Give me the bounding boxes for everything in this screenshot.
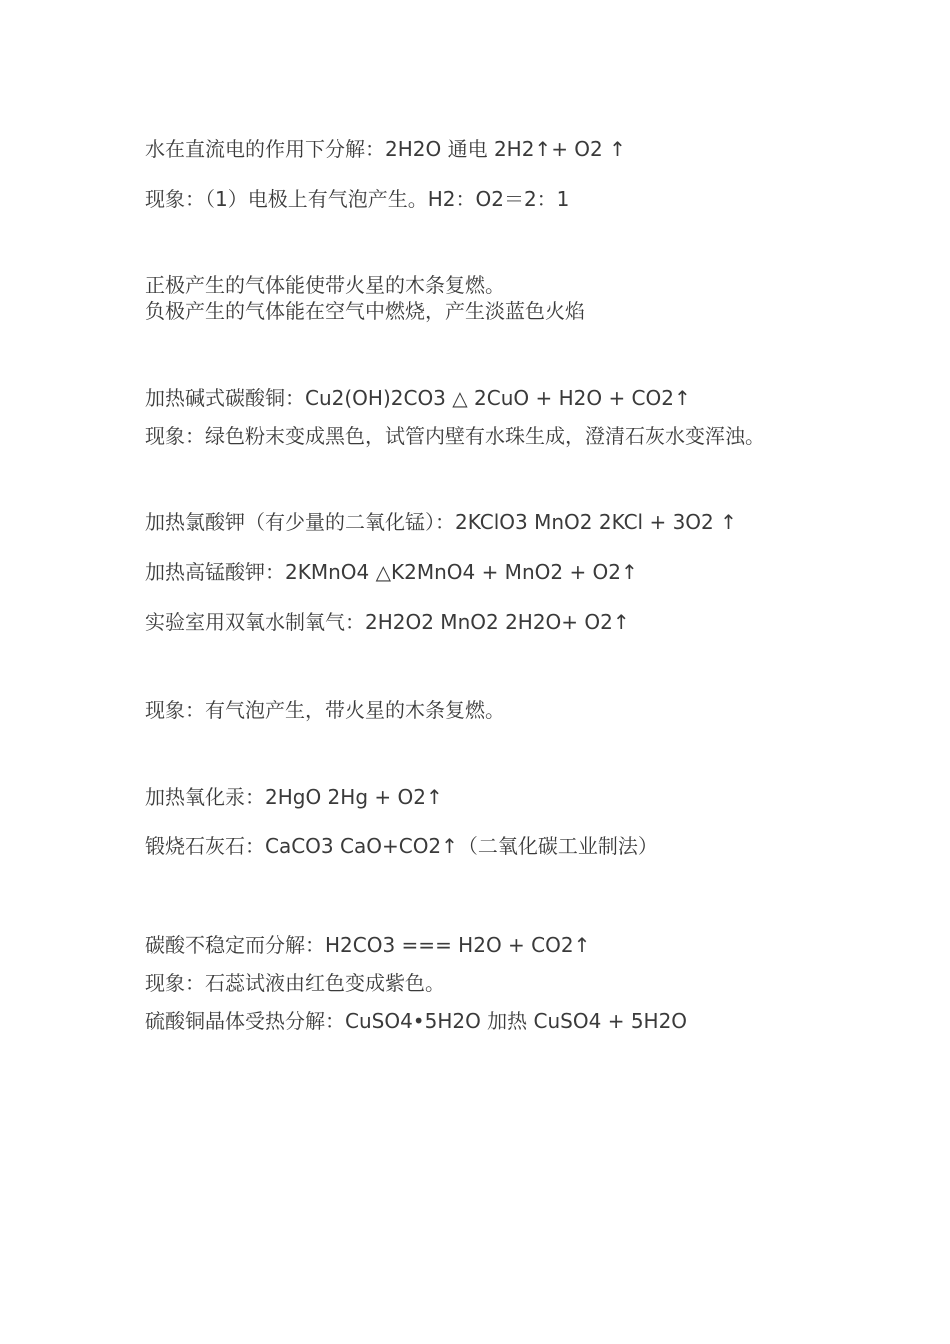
text-line-electrolysis: 水在直流电的作用下分解：2H2O 通电 2H2↑+ O2 ↑	[145, 137, 626, 161]
text-line-hydrogen-peroxide: 实验室用双氧水制氧气：2H2O2 MnO2 2H2O+ O2↑	[145, 610, 630, 634]
text-line-basic-copper-carbonate: 加热碱式碳酸铜：Cu2(OH)2CO3 △ 2CuO + H2O + CO2↑	[145, 386, 691, 410]
text-line-potassium-chlorate: 加热氯酸钾（有少量的二氧化锰）：2KClO3 MnO2 2KCl + 3O2 ↑	[145, 510, 737, 534]
text-line-limestone: 锻烧石灰石：CaCO3 CaO+CO2↑（二氧化碳工业制法）	[145, 834, 658, 858]
text-line-copper-sulfate-crystal: 硫酸铜晶体受热分解：CuSO4•5H2O 加热 CuSO4 + 5H2O	[145, 1009, 688, 1033]
text-line-potassium-permanganate: 加热高锰酸钾：2KMnO4 △K2MnO4 + MnO2 + O2↑	[145, 560, 638, 584]
text-line-mercury-oxide: 加热氧化汞：2HgO 2Hg + O2↑	[145, 785, 443, 809]
text-line-copper-carbonate-phenomenon: 现象：绿色粉末变成黑色，试管内壁有水珠生成，澄清石灰水变浑浊。	[145, 424, 765, 448]
text-line-oxygen-phenomenon: 现象：有气泡产生，带火星的木条复燃。	[145, 698, 505, 722]
text-line-carbonic-acid: 碳酸不稳定而分解：H2CO3 === H2O + CO2↑	[145, 933, 591, 957]
text-line-electrolysis-phenomenon: 现象：（1）电极上有气泡产生。H2：O2＝2：1	[145, 187, 570, 211]
text-line-litmus-phenomenon: 现象：石蕊试液由红色变成紫色。	[145, 971, 445, 995]
text-line-positive-electrode: 正极产生的气体能使带火星的木条复燃。	[145, 273, 505, 297]
text-line-negative-electrode: 负极产生的气体能在空气中燃烧，产生淡蓝色火焰	[145, 299, 585, 323]
